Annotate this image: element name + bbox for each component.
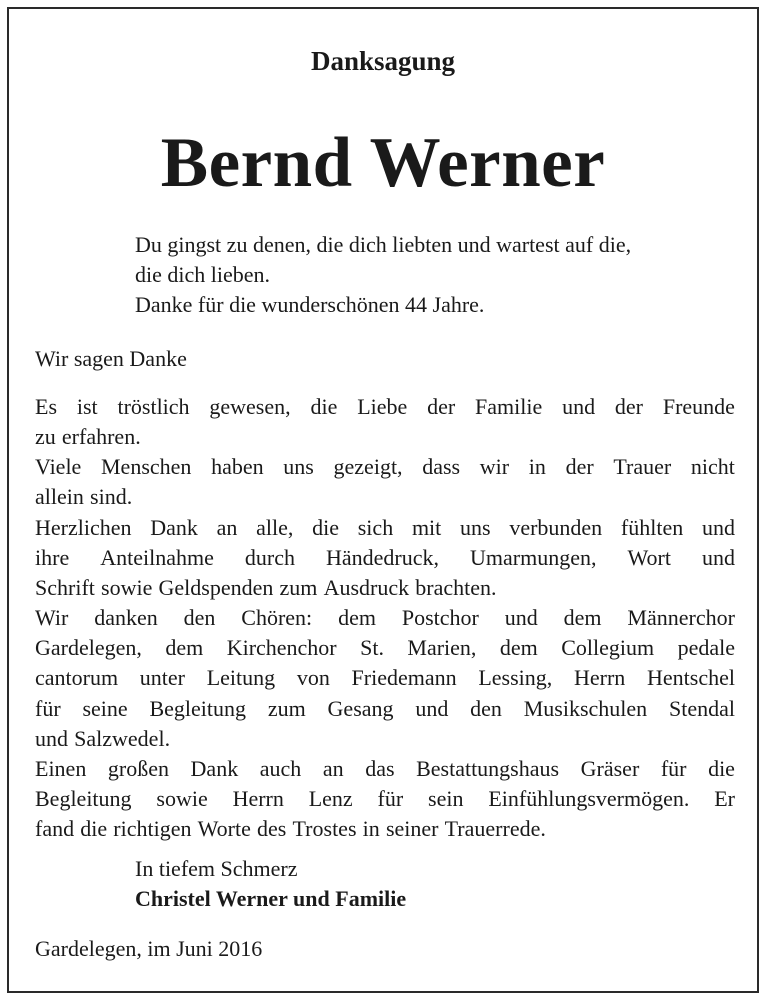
- body-word: seiner: [385, 816, 439, 842]
- body-word: Umarmungen,: [470, 544, 597, 570]
- body-word: Geldspenden: [158, 574, 274, 600]
- body-line: [35, 452, 735, 482]
- body-word: von: [296, 665, 330, 691]
- body-word: die: [310, 394, 338, 419]
- body-word: alle,: [256, 514, 294, 540]
- body-word: gezeigt,: [333, 454, 403, 480]
- body-word: ihre: [35, 544, 70, 570]
- body-word: den: [183, 605, 216, 631]
- body-word: Worte: [197, 816, 251, 842]
- body-word: dass: [422, 454, 461, 480]
- body-word: ist: [76, 394, 98, 419]
- body-word: und: [504, 605, 538, 631]
- body-word: Collegium: [561, 635, 655, 661]
- body-line: [35, 633, 735, 663]
- body-word: brachten.: [415, 574, 497, 600]
- body-word: und: [701, 514, 735, 540]
- body-word: uns: [283, 454, 314, 480]
- verse-line: Du gingst zu denen, die dich liebten und wartest auf die,: [135, 232, 632, 257]
- body-word: großen: [107, 755, 169, 781]
- body-word: sind.: [90, 484, 133, 510]
- body-word: und: [562, 394, 596, 419]
- body-word: mit: [411, 514, 442, 540]
- body-word: Familie: [475, 394, 543, 419]
- body-word: seine: [82, 695, 128, 721]
- body-word: Männerchor: [627, 605, 735, 631]
- body-word: Gardelegen,: [35, 635, 142, 661]
- thanks-body: [35, 392, 735, 844]
- body-word: an: [322, 755, 344, 781]
- body-word: an: [216, 514, 238, 540]
- body-word: Hentschel: [647, 665, 735, 691]
- body-word: die: [312, 514, 340, 540]
- body-line: [35, 573, 735, 603]
- body-word: Anteilnahme: [100, 544, 214, 570]
- body-word: verbunden: [509, 514, 603, 540]
- body-line: [35, 422, 735, 452]
- body-line: [35, 754, 735, 784]
- body-word: Trauerrede.: [444, 816, 546, 842]
- intro-line: Wir sagen Danke: [35, 346, 187, 371]
- body-word: Dank: [190, 755, 239, 781]
- notice-frame: [7, 7, 759, 993]
- body-word: tröstlich: [117, 394, 190, 419]
- body-word: dem: [499, 635, 538, 661]
- body-word: gewesen,: [209, 394, 291, 419]
- body-word: Musikschulen: [523, 695, 648, 721]
- closing-line: In tiefem Schmerz: [135, 856, 298, 881]
- body-word: Postchor: [401, 605, 479, 631]
- body-word: haben: [211, 454, 264, 480]
- body-word: pedale: [677, 635, 735, 661]
- body-word: Salzwedel.: [74, 725, 171, 751]
- closing-block: [135, 854, 406, 914]
- body-word: dem: [165, 635, 204, 661]
- body-word: sowie: [156, 786, 208, 812]
- body-word: Freunde: [662, 394, 735, 419]
- body-word: die: [708, 755, 735, 781]
- body-word: cantorum: [35, 665, 119, 691]
- body-word: wir: [479, 454, 510, 480]
- body-word: Viele: [35, 454, 82, 480]
- body-word: der: [427, 394, 456, 419]
- body-word: Dank: [150, 514, 198, 540]
- body-word: sein: [428, 786, 464, 812]
- body-word: und: [701, 544, 735, 570]
- body-word: Ausdruck: [323, 574, 410, 600]
- body-word: Herzlichen: [35, 514, 132, 540]
- body-word: für: [660, 755, 687, 781]
- body-word: Gräser: [580, 755, 640, 781]
- body-word: in: [528, 454, 546, 480]
- body-word: Begleitung: [149, 695, 247, 721]
- body-word: erfahren.: [61, 424, 141, 450]
- body-word: allein: [35, 484, 84, 510]
- body-word: Lessing,: [478, 665, 553, 691]
- body-word: des: [257, 816, 287, 842]
- verse-line: die dich lieben.: [135, 262, 271, 287]
- body-word: Friedemann: [351, 665, 457, 691]
- body-word: St.: [360, 635, 384, 661]
- body-word: Schrift: [35, 574, 95, 600]
- body-word: richtigen: [113, 816, 192, 842]
- body-line: [35, 543, 735, 573]
- body-word: Herrn: [232, 786, 284, 812]
- body-line: [35, 663, 735, 693]
- body-line: [35, 482, 735, 512]
- body-word: Er: [714, 786, 735, 812]
- body-word: Es: [35, 394, 57, 419]
- body-word: nicht: [690, 454, 735, 480]
- body-word: Trostes: [292, 816, 357, 842]
- signature: Christel Werner und Familie: [135, 886, 407, 911]
- body-word: uns: [460, 514, 491, 540]
- body-line: [35, 784, 735, 814]
- verse-line: Danke für die wunderschönen 44 Jahre.: [135, 292, 485, 317]
- body-word: dem: [338, 605, 376, 631]
- body-line: [35, 814, 735, 844]
- body-word: in: [362, 816, 380, 842]
- body-word: Herrn: [574, 665, 626, 691]
- body-word: dem: [563, 605, 602, 631]
- body-word: und: [35, 725, 68, 751]
- body-line: [35, 724, 735, 754]
- body-word: fand: [35, 816, 75, 842]
- body-word: Bestattungshaus: [416, 755, 560, 781]
- body-word: Stendal: [669, 695, 735, 721]
- notice-heading: Danksagung: [310, 46, 456, 76]
- body-word: Wort: [627, 544, 671, 570]
- body-word: Einen: [35, 755, 87, 781]
- body-line: [35, 694, 735, 724]
- body-word: Chören:: [241, 605, 313, 631]
- body-word: sowie: [101, 574, 153, 600]
- body-word: Liebe: [357, 394, 408, 419]
- body-word: zu: [35, 424, 56, 450]
- body-word: durch: [244, 544, 295, 570]
- body-word: Händedruck,: [325, 544, 439, 570]
- body-word: Wir: [35, 605, 69, 631]
- body-word: Marien,: [407, 635, 477, 661]
- body-word: Leitung: [206, 665, 276, 691]
- body-word: sich: [357, 514, 394, 540]
- body-word: Begleitung: [35, 786, 132, 812]
- place-date: Gardelegen, im Juni 2016: [35, 936, 263, 961]
- verse: [135, 230, 735, 320]
- body-word: Menschen: [101, 454, 192, 480]
- body-word: Einfühlungsvermögen.: [488, 786, 690, 812]
- body-word: für: [35, 695, 61, 721]
- body-word: den: [470, 695, 502, 721]
- body-word: zum: [267, 695, 306, 721]
- body-word: danken: [94, 605, 158, 631]
- body-line: [35, 513, 735, 543]
- body-word: Trauer: [613, 454, 672, 480]
- body-word: fühlten: [620, 514, 684, 540]
- body-word: Kirchenchor: [226, 635, 337, 661]
- body-line: [35, 603, 735, 633]
- body-word: zum: [279, 574, 318, 600]
- body-line: [35, 392, 735, 422]
- body-word: Gesang: [327, 695, 394, 721]
- body-word: der: [565, 454, 594, 480]
- body-word: das: [365, 755, 395, 781]
- body-word: die: [80, 816, 108, 842]
- deceased-name: Bernd Werner: [160, 124, 606, 202]
- body-word: Lenz: [308, 786, 353, 812]
- body-word: für: [377, 786, 404, 812]
- body-word: der: [614, 394, 643, 419]
- body-word: auch: [259, 755, 302, 781]
- body-word: und: [415, 695, 449, 721]
- body-word: unter: [139, 665, 185, 691]
